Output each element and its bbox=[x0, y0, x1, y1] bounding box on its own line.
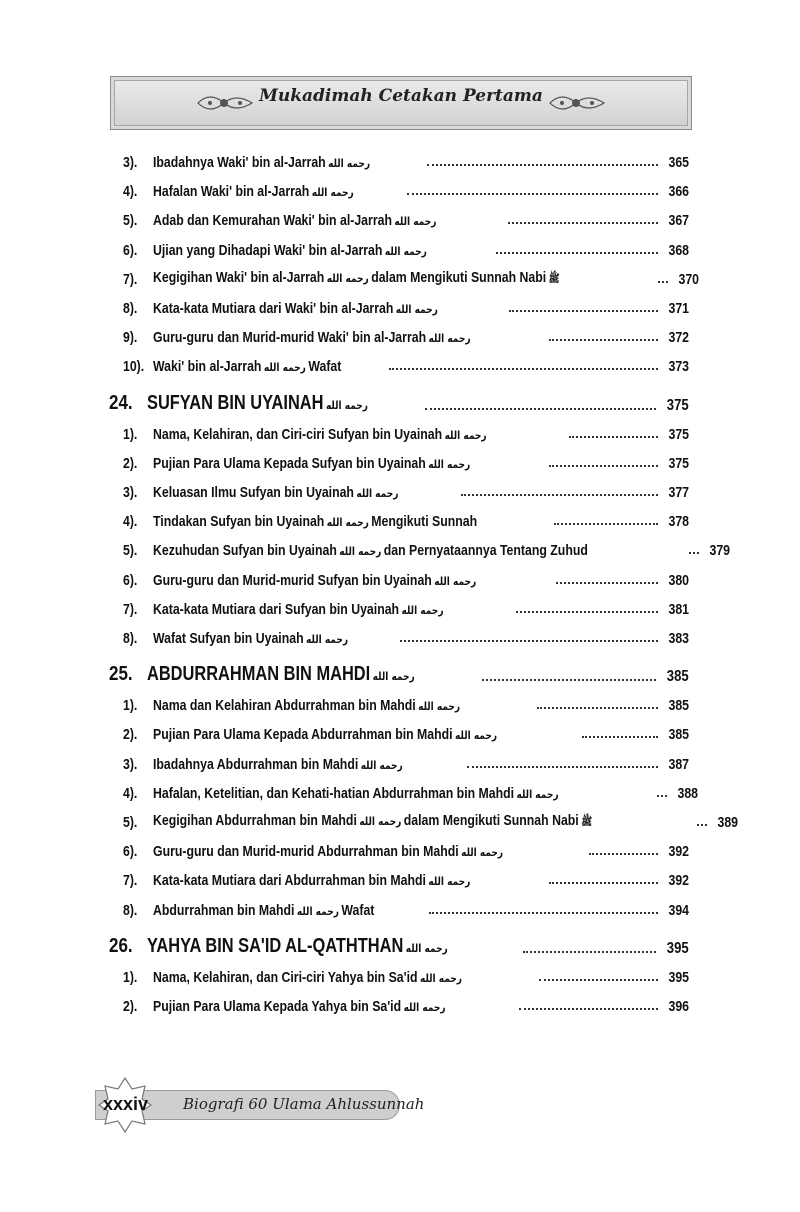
entry-number: 7). bbox=[123, 271, 138, 288]
toc-entry[interactable] bbox=[123, 565, 689, 589]
toc-entry[interactable] bbox=[123, 895, 689, 919]
toc-entry[interactable] bbox=[123, 264, 699, 288]
dot-leader bbox=[658, 281, 668, 283]
entry-text: Pujian Para Ulama Kepada Sufyan bin Uyainah bbox=[153, 455, 426, 472]
page-footer bbox=[95, 1090, 425, 1136]
entry-page: 368 bbox=[668, 242, 689, 259]
section-page: 395 bbox=[667, 940, 689, 957]
entry-text: Kata-kata Mutiara dari Abdurrahman bin Mahdi bbox=[153, 872, 426, 889]
dot-leader bbox=[482, 679, 656, 681]
entry-text: Keluasan Ilmu Sufyan bin Uyainah bbox=[153, 484, 354, 501]
honorific-ra: رحمه الله bbox=[394, 215, 437, 228]
entry-suffix: Wafat bbox=[308, 358, 342, 375]
dot-leader bbox=[508, 222, 658, 224]
honorific-ra: رحمه الله bbox=[360, 759, 403, 772]
entry-suffix: dalam Mengikuti Sunnah Nabi bbox=[371, 269, 547, 286]
entry-title bbox=[153, 455, 473, 472]
dot-leader bbox=[539, 979, 658, 981]
honorific-ra: رحمه الله bbox=[401, 604, 444, 617]
book-title: Biografi 60 Ulama Ahlussunnah bbox=[183, 1095, 425, 1113]
honorific-ra: رحمه الله bbox=[326, 516, 369, 529]
entry-page: 381 bbox=[668, 601, 689, 618]
entry-page: 378 bbox=[668, 513, 689, 530]
entry-title bbox=[153, 572, 479, 589]
honorific-ra: رحمه الله bbox=[418, 700, 461, 713]
honorific-ra: رحمه الله bbox=[428, 332, 471, 345]
toc-entry[interactable] bbox=[123, 778, 698, 802]
entry-text: Abdurrahman bin Mahdi bbox=[153, 902, 295, 919]
section-heading[interactable] bbox=[109, 930, 689, 958]
honorific-ra: رحمه الله bbox=[419, 972, 462, 985]
entry-text: Waki' bin al-Jarrah bbox=[153, 358, 262, 375]
toc-entry[interactable] bbox=[123, 235, 689, 259]
entry-text: Guru-guru dan Murid-murid Waki' bin al-Jarrah bbox=[153, 329, 427, 346]
section-title bbox=[147, 935, 450, 958]
entry-suffix: dalam Mengikuti Sunnah Nabi bbox=[403, 812, 579, 829]
toc-entry[interactable] bbox=[123, 690, 689, 714]
entry-title bbox=[153, 902, 374, 919]
section-title bbox=[147, 392, 370, 415]
toc-entry[interactable] bbox=[123, 477, 689, 501]
entry-text: Kezuhudan Sufyan bin Uyainah bbox=[153, 542, 337, 559]
entry-page: 373 bbox=[668, 358, 689, 375]
entry-title bbox=[153, 785, 561, 802]
section-title-text: SUFYAN BIN UYAINAH bbox=[147, 392, 324, 414]
entry-title bbox=[153, 812, 595, 831]
entry-number: 1). bbox=[123, 697, 138, 714]
entry-text: Ibadahnya Abdurrahman bin Mahdi bbox=[153, 756, 359, 773]
entry-text: Pujian Para Ulama Kepada Abdurrahman bin Mahdi bbox=[153, 726, 453, 743]
entry-title bbox=[153, 542, 588, 559]
entry-text: Pujian Para Ulama Kepada Yahya bin Sa'id bbox=[153, 998, 402, 1015]
entry-text: Hafalan, Ketelitian, dan Kehati-hatian Abdurrahman bin Mahdi bbox=[153, 785, 515, 802]
entry-page: 377 bbox=[668, 484, 689, 501]
entry-text: Ujian yang Dihadapi Waki' bin al-Jarrah bbox=[153, 242, 383, 259]
honorific-ra: رحمه الله bbox=[444, 429, 487, 442]
entry-text: Ibadahnya Waki' bin al-Jarrah bbox=[153, 154, 326, 171]
toc-entry[interactable] bbox=[123, 749, 689, 773]
honorific-ra: رحمه الله bbox=[339, 545, 382, 558]
dot-leader bbox=[400, 640, 658, 642]
toc-entry[interactable] bbox=[123, 865, 689, 889]
entry-title bbox=[153, 998, 448, 1015]
toc-entry[interactable] bbox=[123, 293, 689, 317]
entry-text: Nama dan Kelahiran Abdurrahman bin Mahdi bbox=[153, 697, 416, 714]
honorific-ra: رحمه الله bbox=[428, 875, 471, 888]
honorific-ra: رحمه الله bbox=[516, 788, 559, 801]
honorific-ra: رحمه الله bbox=[455, 729, 498, 742]
section-heading[interactable] bbox=[109, 658, 689, 686]
dot-leader bbox=[516, 611, 658, 613]
toc-entry[interactable] bbox=[123, 322, 689, 346]
dot-leader bbox=[427, 164, 658, 166]
entry-number: 1). bbox=[123, 969, 138, 986]
section-page: 375 bbox=[667, 397, 689, 414]
entry-number: 6). bbox=[123, 242, 138, 259]
honorific-ra: رحمه الله bbox=[372, 670, 415, 683]
entry-number: 8). bbox=[123, 630, 138, 647]
honorific-ra: رحمه الله bbox=[296, 905, 339, 918]
entry-suffix: Wafat bbox=[341, 902, 375, 919]
toc-entry[interactable] bbox=[123, 836, 689, 860]
entry-page: 392 bbox=[668, 843, 689, 860]
toc-entry[interactable] bbox=[123, 506, 689, 530]
entry-title bbox=[153, 183, 356, 200]
entry-title bbox=[153, 358, 341, 375]
entry-title bbox=[153, 242, 429, 259]
honorific-ra: رحمه الله bbox=[311, 186, 354, 199]
entry-page: 375 bbox=[668, 455, 689, 472]
dot-leader bbox=[537, 707, 658, 709]
entry-page: 375 bbox=[668, 426, 689, 443]
entry-title bbox=[153, 154, 373, 171]
dot-leader bbox=[689, 552, 699, 554]
honorific-ra: رحمه الله bbox=[405, 942, 448, 955]
entry-number: 6). bbox=[123, 572, 138, 589]
entry-page: 372 bbox=[668, 329, 689, 346]
entry-title bbox=[153, 329, 473, 346]
entry-title bbox=[153, 630, 350, 647]
honorific-ra: رحمه الله bbox=[403, 1001, 446, 1014]
entry-page: 388 bbox=[677, 785, 698, 802]
entry-suffix: dan Pernyataannya Tentang Zuhud bbox=[383, 542, 588, 559]
section-number: 24. bbox=[109, 392, 133, 414]
entry-number: 8). bbox=[123, 300, 138, 317]
section-title-text: YAHYA BIN SA'ID AL-QATHTHAN bbox=[147, 935, 404, 957]
entry-title bbox=[153, 212, 439, 229]
entry-text: Hafalan Waki' bin al-Jarrah bbox=[153, 183, 310, 200]
dot-leader bbox=[554, 523, 658, 525]
entry-number: 6). bbox=[123, 843, 138, 860]
entry-page: 365 bbox=[668, 154, 689, 171]
dot-leader bbox=[697, 824, 707, 826]
entry-number: 7). bbox=[123, 872, 138, 889]
honorific-ra: رحمه الله bbox=[306, 633, 349, 646]
toc-entry[interactable] bbox=[123, 419, 689, 443]
honorific-ra: رحمه الله bbox=[359, 815, 402, 828]
entry-title bbox=[153, 269, 562, 288]
dot-leader bbox=[556, 582, 658, 584]
dot-leader bbox=[496, 252, 658, 254]
entry-page: 366 bbox=[668, 183, 689, 200]
honorific-ra: رحمه الله bbox=[428, 458, 471, 471]
honorific-ra: رحمه الله bbox=[384, 245, 427, 258]
entry-title bbox=[153, 300, 440, 317]
section-number: 26. bbox=[109, 935, 133, 957]
entry-page: 394 bbox=[668, 902, 689, 919]
entry-number: 5). bbox=[123, 814, 138, 831]
toc-entry[interactable] bbox=[123, 807, 739, 831]
dot-leader bbox=[467, 766, 658, 768]
toc-entry[interactable] bbox=[123, 623, 689, 647]
section-number: 25. bbox=[109, 663, 133, 685]
dot-leader bbox=[589, 853, 658, 855]
entry-text: Kegigihan Abdurrahman bin Mahdi bbox=[153, 812, 357, 829]
entry-text: Tindakan Sufyan bin Uyainah bbox=[153, 513, 325, 530]
dot-leader bbox=[657, 795, 667, 797]
entry-text: Kata-kata Mutiara dari Sufyan bin Uyainah bbox=[153, 601, 400, 618]
entry-number: 3). bbox=[123, 154, 138, 171]
toc-entry[interactable] bbox=[123, 991, 689, 1015]
section-page: 385 bbox=[667, 668, 689, 685]
entry-page: 380 bbox=[668, 572, 689, 589]
honorific-ra: رحمه الله bbox=[356, 487, 399, 500]
dot-leader bbox=[549, 465, 658, 467]
honorific-saw: ﷺ bbox=[548, 272, 560, 285]
entry-number: 3). bbox=[123, 756, 138, 773]
page-number: xxxiv bbox=[103, 1094, 149, 1114]
toc-entry[interactable] bbox=[123, 719, 689, 743]
dot-leader bbox=[509, 310, 658, 312]
toc-entry[interactable] bbox=[123, 962, 689, 986]
honorific-ra: رحمه الله bbox=[263, 361, 306, 374]
entry-title bbox=[153, 697, 463, 714]
entry-number: 5). bbox=[123, 212, 138, 229]
entry-page: 371 bbox=[668, 300, 689, 317]
entry-number: 2). bbox=[123, 455, 138, 472]
dot-leader bbox=[429, 912, 658, 914]
entry-title bbox=[153, 872, 473, 889]
entry-title bbox=[153, 484, 401, 501]
entry-page: 385 bbox=[668, 697, 689, 714]
entry-title bbox=[153, 601, 446, 618]
entry-page: 370 bbox=[678, 271, 699, 288]
dot-leader bbox=[523, 951, 657, 953]
entry-number: 9). bbox=[123, 329, 138, 346]
dot-leader bbox=[425, 408, 656, 410]
entry-text: Nama, Kelahiran, dan Ciri-ciri Yahya bin Sa'id bbox=[153, 969, 418, 986]
dot-leader bbox=[519, 1008, 658, 1010]
entry-title bbox=[153, 756, 405, 773]
entry-number: 7). bbox=[123, 601, 138, 618]
entry-page: 389 bbox=[717, 814, 739, 831]
entry-text: Adab dan Kemurahan Waki' bin al-Jarrah bbox=[153, 212, 392, 229]
entry-text: Wafat Sufyan bin Uyainah bbox=[153, 630, 304, 647]
entry-page: 387 bbox=[668, 756, 689, 773]
dot-leader bbox=[549, 339, 658, 341]
dot-leader bbox=[582, 736, 658, 738]
section-heading[interactable] bbox=[109, 387, 689, 415]
entry-page: 396 bbox=[668, 998, 689, 1015]
entry-page: 385 bbox=[668, 726, 689, 743]
entry-title bbox=[153, 513, 477, 530]
entry-suffix: Mengikuti Sunnah bbox=[371, 513, 478, 530]
toc-entry[interactable] bbox=[123, 176, 689, 200]
entry-number: 2). bbox=[123, 998, 138, 1015]
entry-page: 383 bbox=[668, 630, 689, 647]
entry-text: Guru-guru dan Murid-murid Abdurrahman bin Mahdi bbox=[153, 843, 459, 860]
dot-leader bbox=[407, 193, 658, 195]
section-title-text: ABDURRAHMAN BIN MAHDI bbox=[147, 663, 371, 685]
entry-page: 392 bbox=[668, 872, 689, 889]
dot-leader bbox=[569, 436, 658, 438]
honorific-ra: رحمه الله bbox=[325, 399, 368, 412]
entry-text: Kata-kata Mutiara dari Waki' bin al-Jarrah bbox=[153, 300, 394, 317]
toc-entry[interactable] bbox=[123, 535, 731, 559]
entry-number: 1). bbox=[123, 426, 138, 443]
entry-number: 10). bbox=[123, 358, 145, 375]
entry-text: Guru-guru dan Murid-murid Sufyan bin Uyainah bbox=[153, 572, 432, 589]
dot-leader bbox=[461, 494, 658, 496]
toc-entry[interactable] bbox=[123, 448, 689, 472]
dot-leader bbox=[549, 882, 658, 884]
entry-number: 8). bbox=[123, 902, 138, 919]
entry-title bbox=[153, 426, 489, 443]
entry-page: 379 bbox=[709, 542, 731, 559]
entry-text: Nama, Kelahiran, dan Ciri-ciri Sufyan bin Uyainah bbox=[153, 426, 443, 443]
entry-number: 2). bbox=[123, 726, 138, 743]
entry-number: 5). bbox=[123, 542, 138, 559]
entry-page: 395 bbox=[668, 969, 689, 986]
toc-entry[interactable] bbox=[123, 351, 689, 375]
entry-page: 367 bbox=[668, 212, 689, 229]
entry-title bbox=[153, 726, 500, 743]
entry-title bbox=[153, 843, 506, 860]
header-title: Mukadimah Cetakan Pertama bbox=[259, 86, 543, 106]
section-title bbox=[147, 663, 417, 686]
entry-number: 3). bbox=[123, 484, 138, 501]
toc-entry[interactable] bbox=[123, 147, 689, 171]
entry-number: 4). bbox=[123, 785, 138, 802]
entry-number: 4). bbox=[123, 513, 138, 530]
entry-text: Kegigihan Waki' bin al-Jarrah bbox=[153, 269, 325, 286]
entry-title bbox=[153, 969, 464, 986]
dot-leader bbox=[389, 368, 658, 370]
honorific-ra: رحمه الله bbox=[434, 575, 477, 588]
entry-number: 4). bbox=[123, 183, 138, 200]
honorific-ra: رحمه الله bbox=[395, 303, 438, 316]
honorific-ra: رحمه الله bbox=[326, 272, 369, 285]
toc-entry[interactable] bbox=[123, 594, 689, 618]
honorific-ra: رحمه الله bbox=[328, 157, 371, 170]
toc-entry[interactable] bbox=[123, 205, 689, 229]
honorific-saw: ﷺ bbox=[581, 815, 593, 828]
honorific-ra: رحمه الله bbox=[461, 846, 504, 859]
